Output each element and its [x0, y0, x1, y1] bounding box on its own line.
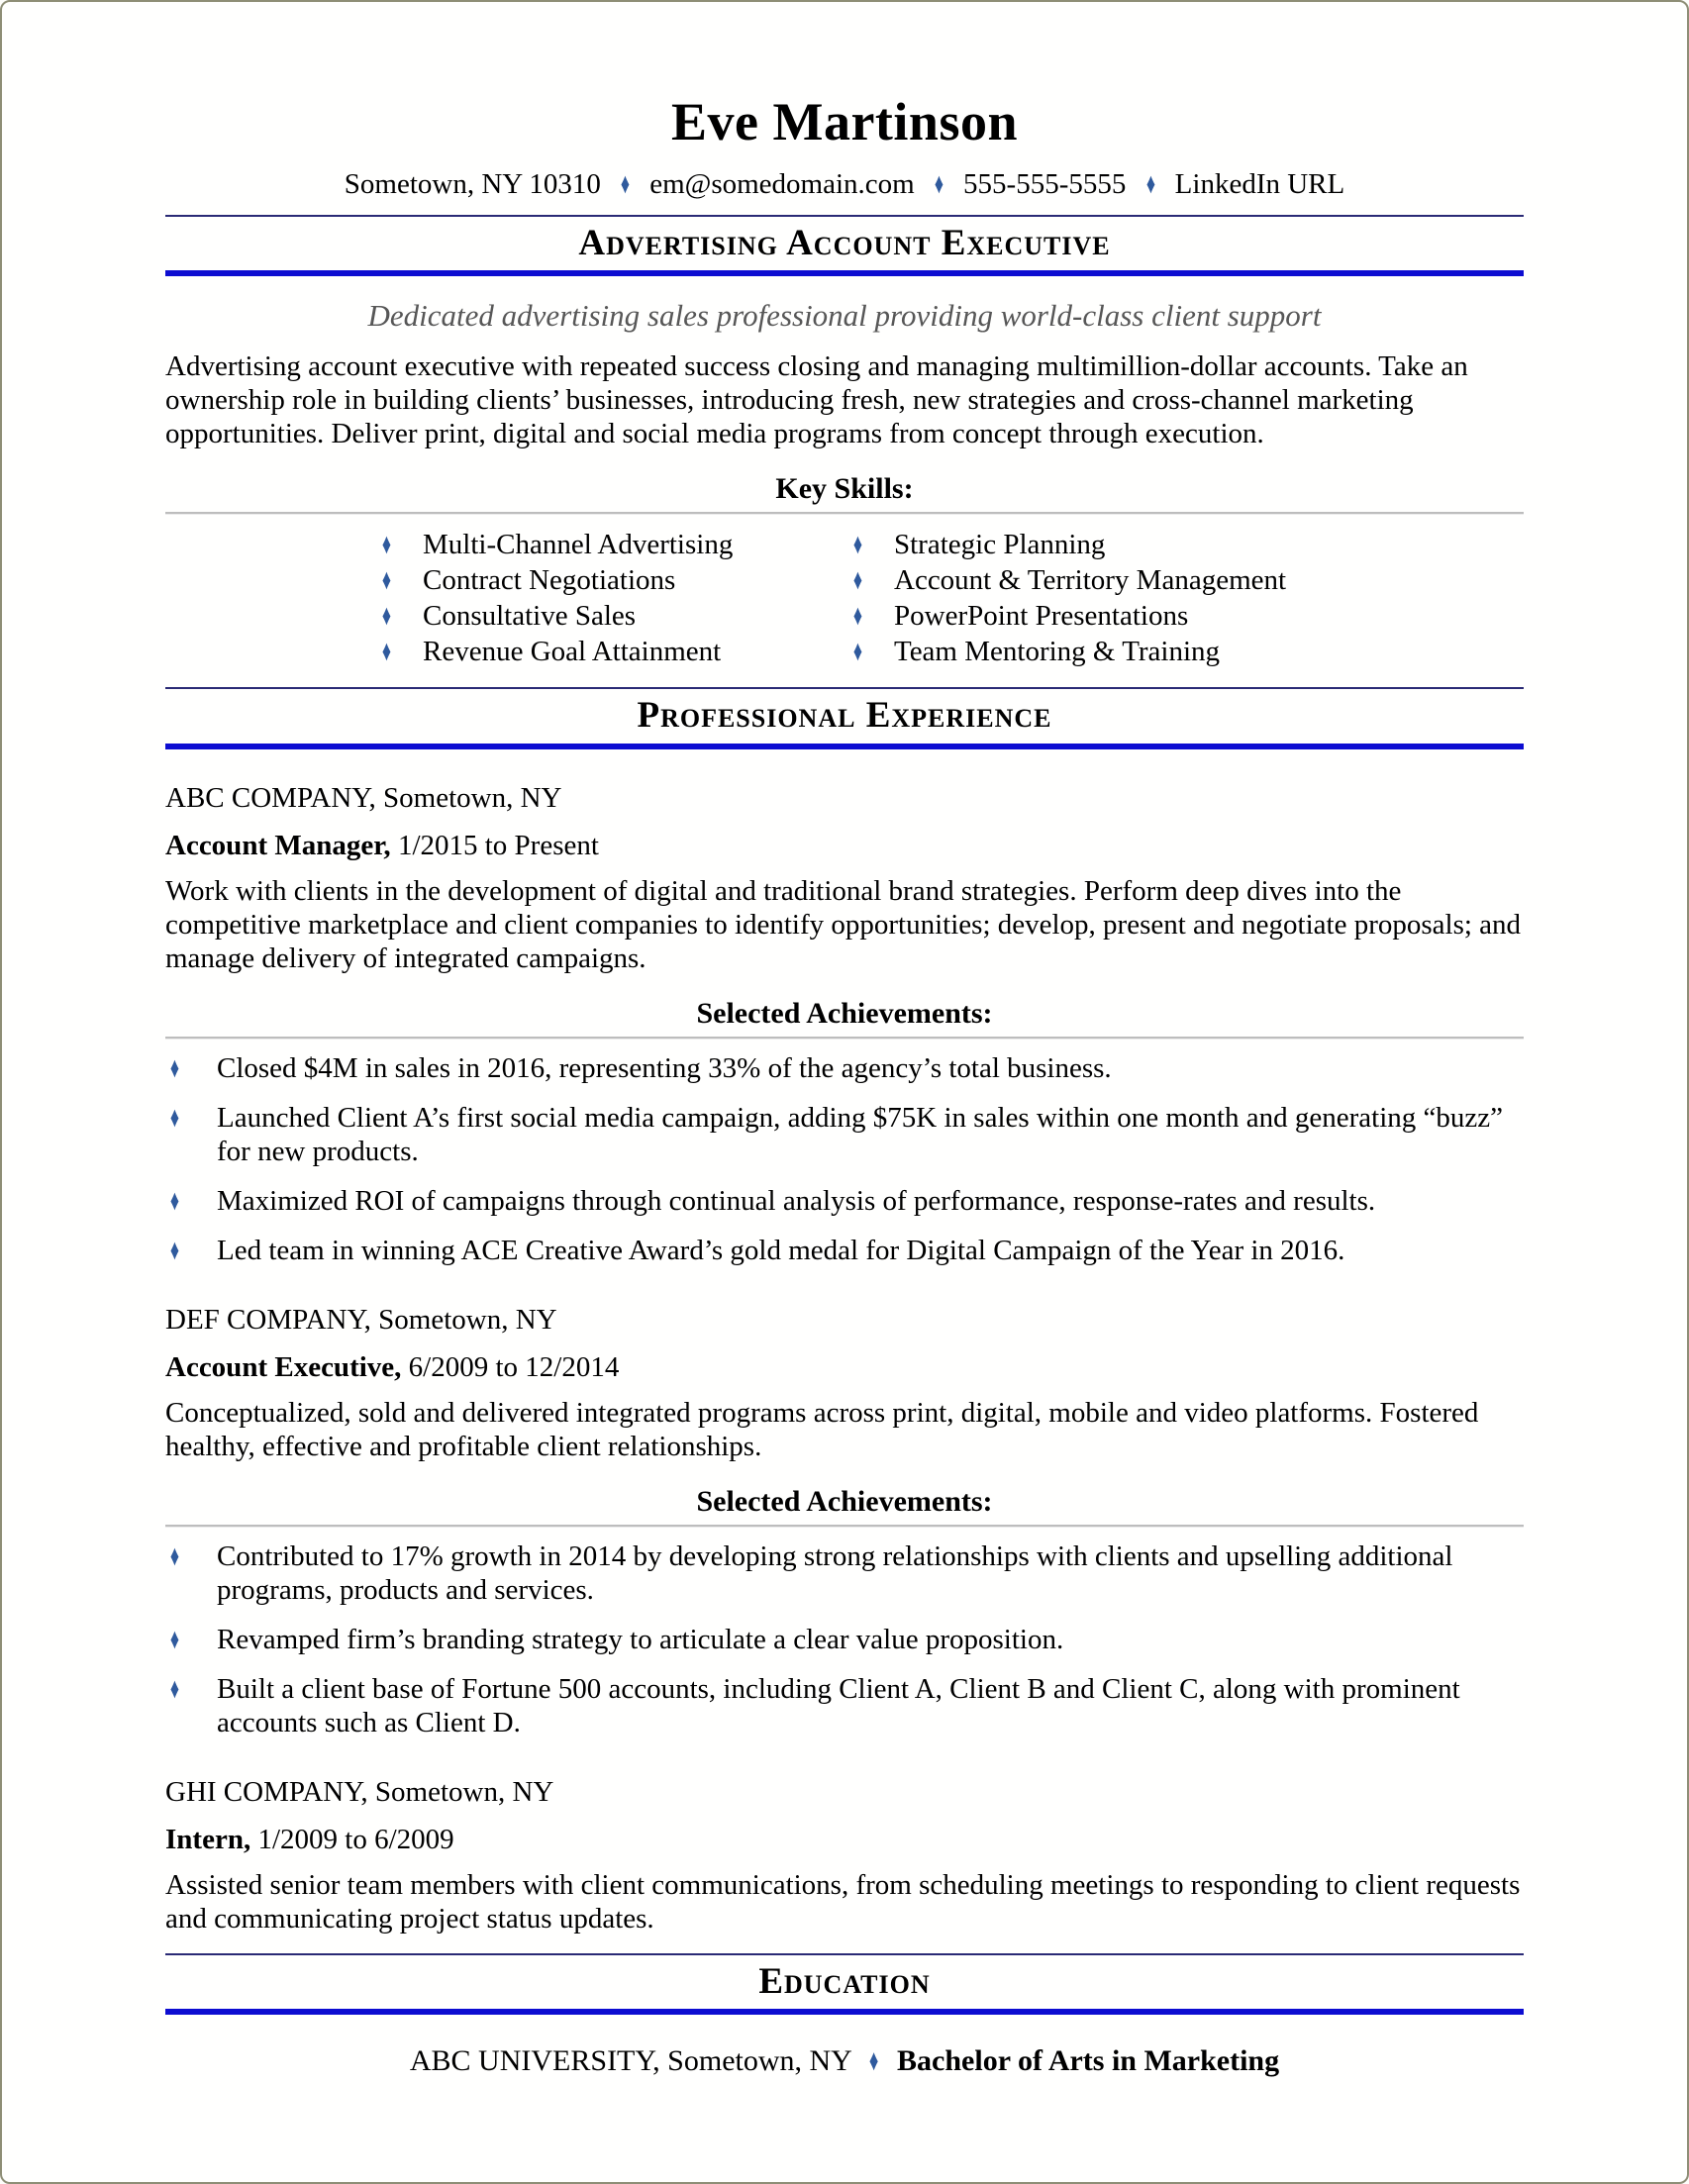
skills-column-left	[371, 527, 807, 669]
achievement-text: Launched Client A’s first social media campaign, adding $75K in sales within one month and generating “buzz” for new products.	[217, 1101, 1504, 1167]
divider-blue	[165, 744, 1524, 749]
achievements-heading: Selected Achievements:	[696, 996, 993, 1030]
achievement-text: Built a client base of Fortune 500 accounts, including Client A, Client B and Client C, along with prominent accounts such as Client D.	[217, 1672, 1460, 1738]
achievement-item	[165, 1184, 1524, 1218]
divider-navy	[165, 1953, 1524, 1955]
diamond-bullet-icon: ♦	[381, 636, 391, 668]
diamond-bullet-icon: ♦	[852, 636, 862, 668]
skill-label: Contract Negotiations	[423, 564, 676, 597]
divider-navy	[165, 215, 1524, 217]
contact-phone: 555-555-5555	[963, 168, 1127, 201]
education-degree: Bachelor of Arts in Marketing	[897, 2043, 1280, 2077]
diamond-bullet-icon: ♦	[381, 564, 391, 597]
resume-content	[2, 2, 1687, 2080]
achievement-text: Led team in winning ACE Creative Award’s gold medal for Digital Campaign of the Year in 2016.	[217, 1234, 1345, 1266]
achievements-list	[165, 1539, 1524, 1739]
job-title-line	[165, 827, 1524, 864]
contact-linkedin: LinkedIn URL	[1174, 168, 1345, 201]
job-dates: 1/2015 to Present	[397, 829, 599, 861]
skill-item	[843, 598, 1318, 634]
education-section-title: Education	[758, 1960, 931, 2002]
job-title: Account Manager,	[165, 829, 391, 861]
divider-gray	[165, 1037, 1524, 1040]
diamond-bullet-icon: ♦	[169, 1539, 179, 1572]
diamond-bullet-icon: ♦	[169, 1051, 179, 1084]
contact-location: Sometown, NY 10310	[344, 168, 601, 201]
achievements-list	[165, 1051, 1524, 1267]
achievement-text: Contributed to 17% growth in 2014 by developing strong relationships with clients and upselling additional programs, products and services.	[217, 1539, 1453, 1606]
job-title-line	[165, 1348, 1524, 1386]
skill-item	[843, 562, 1318, 598]
skill-label: Revenue Goal Attainment	[423, 636, 722, 668]
skill-item	[371, 634, 807, 669]
diamond-icon: ♦	[620, 168, 631, 201]
skill-label: PowerPoint Presentations	[894, 600, 1189, 633]
job-def-company	[165, 1301, 1524, 1739]
diamond-bullet-icon: ♦	[852, 529, 862, 561]
skill-item	[843, 527, 1318, 562]
job-title: Intern,	[165, 1823, 251, 1855]
job-description: Work with clients in the development of digital and traditional brand strategies. Perform deep dives into the competitive marketplace and client companies to identify opportunities; develop, present and negotiate proposals; and manage delivery of integrated campaigns.	[165, 874, 1522, 974]
achievement-item	[165, 1539, 1524, 1607]
job-title: Account Executive,	[165, 1350, 402, 1383]
company-name: GHI COMPANY, Sometown, NY	[165, 1775, 554, 1808]
achievement-item	[165, 1051, 1524, 1085]
diamond-icon: ♦	[934, 168, 944, 201]
job-ghi-company	[165, 1773, 1524, 1936]
job-description: Assisted senior team members with client communications, from scheduling meetings to responding to client requests and communicating project status updates.	[165, 1868, 1521, 1935]
achievement-text: Revamped firm’s branding strategy to articulate a clear value proposition.	[217, 1623, 1064, 1655]
job-dates: 6/2009 to 12/2014	[408, 1350, 620, 1383]
divider-navy	[165, 687, 1524, 689]
company-name: DEF COMPANY, Sometown, NY	[165, 1303, 557, 1336]
skill-label: Multi-Channel Advertising	[423, 529, 734, 561]
diamond-bullet-icon: ♦	[381, 529, 391, 561]
job-title-line	[165, 1821, 1524, 1858]
achievement-text: Closed $4M in sales in 2016, representing 33% of the agency’s total business.	[217, 1051, 1112, 1084]
education-entry	[165, 2042, 1524, 2080]
skill-label: Consultative Sales	[423, 600, 637, 633]
document-title: Advertising Account Executive	[578, 223, 1111, 264]
summary-paragraph: Advertising account executive with repeated success closing and managing multimillion-dollar accounts. Take an ownership role in building clients’ businesses, introducing fresh, new strategies and cross-channel marketing opportunities. Deliver print, digital and social media programs from concept through execution.	[165, 350, 1468, 450]
skill-item	[843, 634, 1318, 669]
skill-item	[371, 562, 807, 598]
diamond-bullet-icon: ♦	[852, 600, 862, 633]
key-skills-list	[165, 527, 1524, 669]
job-dates: 1/2009 to 6/2009	[257, 1823, 454, 1855]
achievement-item	[165, 1101, 1524, 1168]
key-skills-heading: Key Skills:	[775, 472, 914, 506]
section-education	[165, 1953, 1524, 2015]
divider-gray	[165, 512, 1524, 515]
divider-blue	[165, 270, 1524, 276]
education-school: ABC UNIVERSITY, Sometown, NY	[409, 2043, 851, 2077]
skill-label: Team Mentoring & Training	[894, 636, 1221, 668]
tagline: Dedicated advertising sales professional providing world-class client support	[367, 298, 1322, 334]
skill-label: Account & Territory Management	[894, 564, 1287, 597]
company-name: ABC COMPANY, Sometown, NY	[165, 781, 562, 814]
contact-line	[165, 168, 1524, 201]
diamond-icon: ♦	[1145, 168, 1155, 201]
skills-column-right	[843, 527, 1318, 669]
diamond-bullet-icon: ♦	[169, 1101, 179, 1134]
diamond-bullet-icon: ♦	[169, 1623, 179, 1655]
skill-label: Strategic Planning	[894, 529, 1106, 561]
achievement-item	[165, 1234, 1524, 1267]
skill-item	[371, 527, 807, 562]
section-professional-experience	[165, 687, 1524, 748]
achievement-item	[165, 1623, 1524, 1656]
divider-blue	[165, 2009, 1524, 2015]
diamond-bullet-icon: ♦	[381, 600, 391, 633]
divider-gray	[165, 1525, 1524, 1528]
diamond-bullet-icon: ♦	[169, 1234, 179, 1266]
diamond-icon: ♦	[869, 2043, 879, 2077]
job-abc-company	[165, 779, 1524, 1267]
person-name: Eve Martinson	[671, 92, 1018, 151]
achievements-heading: Selected Achievements:	[696, 1484, 993, 1518]
achievement-item	[165, 1672, 1524, 1739]
diamond-bullet-icon: ♦	[169, 1184, 179, 1217]
contact-email: em@somedomain.com	[649, 168, 915, 201]
job-description: Conceptualized, sold and delivered integrated programs across print, digital, mobile and video platforms. Fostered healthy, effective and profitable client relationships.	[165, 1396, 1479, 1462]
diamond-bullet-icon: ♦	[852, 564, 862, 597]
diamond-bullet-icon: ♦	[169, 1672, 179, 1705]
achievement-text: Maximized ROI of campaigns through continual analysis of performance, response-rates and results.	[217, 1184, 1376, 1217]
experience-section-title: Professional Experience	[637, 695, 1052, 737]
skill-item	[371, 598, 807, 634]
